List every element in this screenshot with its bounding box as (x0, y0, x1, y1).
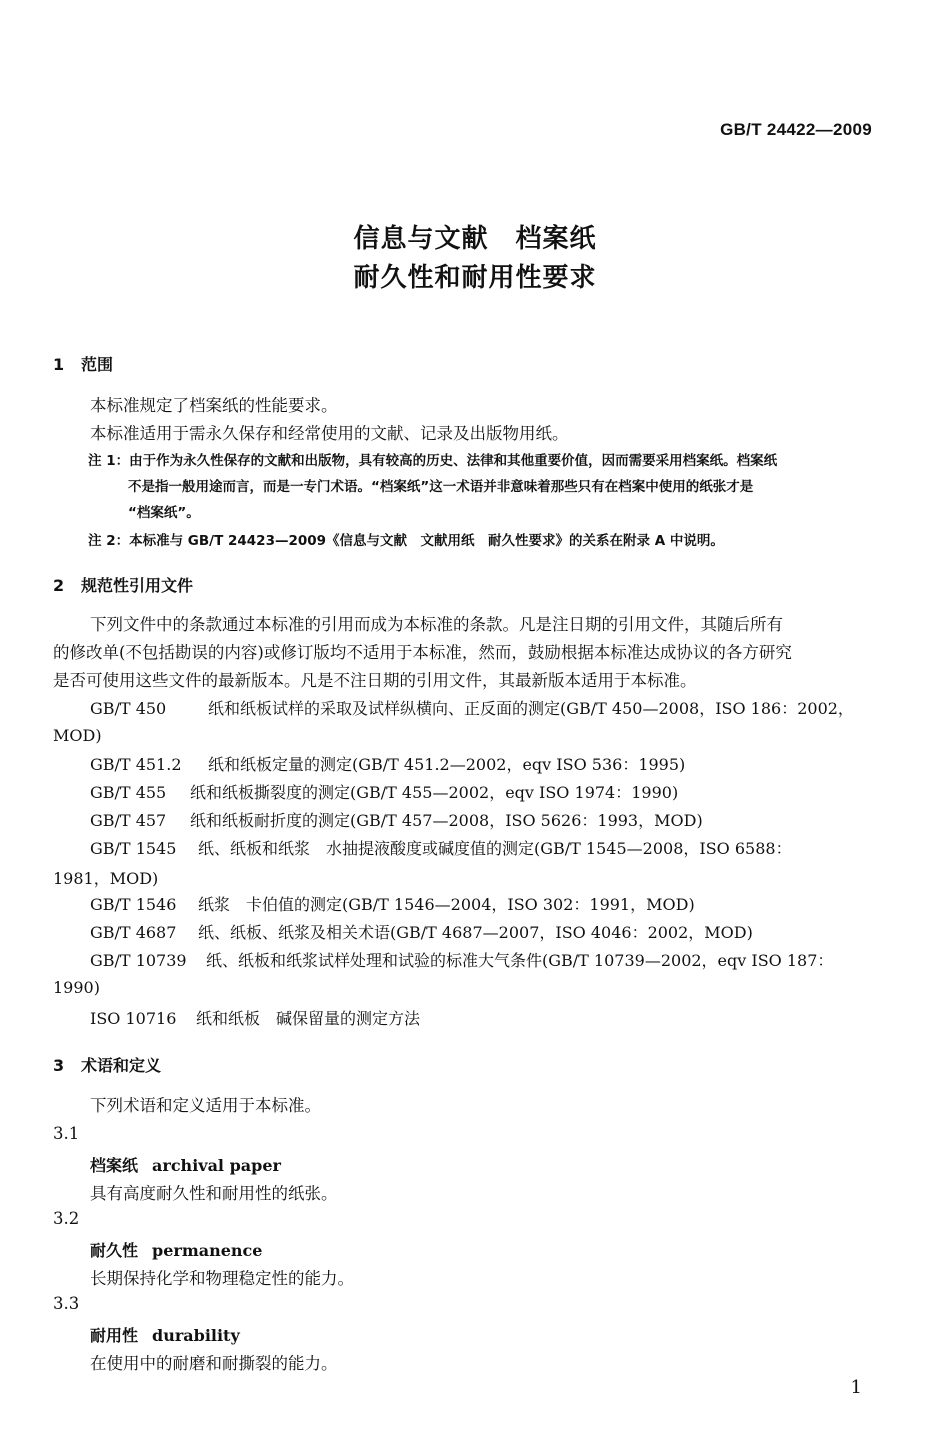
reference-item (90, 698, 854, 720)
reference-item (90, 782, 678, 804)
term-zh: 耐用性 (90, 1326, 139, 1345)
term-en: permanence (152, 1241, 263, 1260)
reference-item (90, 810, 703, 832)
reference-text: 纸和纸板耐折度的测定(GB/T 457—2008，ISO 5626：1993，MOD) (190, 811, 703, 830)
note-1-line: 注 1：由于作为永久性保存的文献和出版物，具有较高的历史、法律和其他重要价值，因而需要采用档案纸。档案纸 (88, 453, 778, 469)
section-title: 范围 (81, 355, 114, 374)
reference-text: 纸和纸板 碱保留量的测定方法 (196, 1009, 421, 1028)
reference-code: GB/T 457 (90, 811, 167, 830)
term-heading (90, 1238, 262, 1261)
reference-text: 纸、纸板和纸浆试样处理和试验的标准大气条件(GB/T 10739—2002，eqv ISO 187： (206, 951, 834, 970)
note-1-line: “档案纸”。 (128, 505, 200, 521)
reference-continuation: 1981，MOD) (53, 869, 159, 888)
term-number: 3.3 (53, 1294, 80, 1313)
paragraph: 是否可使用这些文件的最新版本。凡是不注日期的引用文件，其最新版本适用于本标准。 (53, 671, 697, 690)
reference-item (90, 838, 792, 860)
section-3-heading (53, 1053, 161, 1076)
section-number: 1 (53, 355, 65, 374)
paragraph: 本标准规定了档案纸的性能要求。 (90, 396, 338, 415)
term-heading (90, 1153, 281, 1176)
reference-code: GB/T 4687 (90, 923, 177, 942)
reference-continuation: 1990) (53, 978, 100, 997)
reference-item (90, 922, 753, 944)
reference-code: ISO 10716 (90, 1009, 177, 1028)
paragraph: 本标准适用于需永久保存和经常使用的文献、记录及出版物用纸。 (90, 424, 569, 443)
reference-text: 纸和纸板定量的测定(GB/T 451.2—2002，eqv ISO 536：1995) (208, 755, 686, 774)
reference-text: 纸和纸板撕裂度的测定(GB/T 455—2002，eqv ISO 1974：1990) (190, 783, 679, 802)
paragraph: 的修改单(不包括勘误的内容)或修订版均不适用于本标准，然而，鼓励根据本标准达成协议的各方研究 (53, 643, 792, 662)
reference-text: 纸、纸板和纸浆 水抽提液酸度或碱度值的测定(GB/T 1545—2008，ISO 6588： (198, 839, 792, 858)
section-2-heading (53, 573, 193, 596)
section-1-heading (53, 352, 113, 375)
term-definition: 具有高度耐久性和耐用性的纸张。 (90, 1184, 338, 1203)
paragraph: 下列文件中的条款通过本标准的引用而成为本标准的条款。凡是注日期的引用文件，其随后所有 (90, 615, 783, 634)
reference-code: GB/T 1545 (90, 839, 177, 858)
term-definition: 在使用中的耐磨和耐撕裂的能力。 (90, 1354, 338, 1373)
term-heading (90, 1323, 240, 1346)
reference-continuation: MOD) (53, 726, 102, 745)
section-title: 规范性引用文件 (81, 576, 194, 595)
term-zh: 耐久性 (90, 1241, 139, 1260)
reference-code: GB/T 10739 (90, 951, 187, 970)
term-definition: 长期保持化学和物理稳定性的能力。 (90, 1269, 354, 1288)
reference-code: GB/T 451.2 (90, 755, 182, 774)
document-title-line1: 信息与文献 档案纸 (353, 224, 597, 254)
term-en: archival paper (152, 1156, 281, 1175)
reference-code: GB/T 455 (90, 783, 167, 802)
reference-item (90, 1008, 420, 1030)
reference-item (90, 754, 685, 776)
reference-text: 纸浆 卡伯值的测定(GB/T 1546—2004，ISO 302：1991，MOD) (198, 895, 695, 914)
paragraph: 下列术语和定义适用于本标准。 (90, 1096, 321, 1115)
reference-code: GB/T 450 (90, 699, 167, 718)
reference-item (90, 894, 695, 916)
term-zh: 档案纸 (90, 1156, 139, 1175)
standard-number: GB/T 24422—2009 (720, 120, 872, 139)
note-2: 注 2：本标准与 GB/T 24423—2009《信息与文献 文献用纸 耐久性要求》的关系在附录 A 中说明。 (88, 533, 724, 549)
section-title: 术语和定义 (81, 1056, 162, 1075)
note-1-line: 不是指一般用途而言，而是一专门术语。“档案纸”这一术语并非意味着那些只有在档案中使用的纸张才是 (128, 479, 754, 495)
document-title-line2: 耐久性和耐用性要求 (353, 263, 597, 293)
reference-text: 纸和纸板试样的采取及试样纵横向、正反面的测定(GB/T 450—2008，ISO 186：2002， (208, 699, 854, 718)
section-number: 2 (53, 576, 65, 595)
reference-text: 纸、纸板、纸浆及相关术语(GB/T 4687—2007，ISO 4046：2002，MOD) (198, 923, 753, 942)
page-number: 1 (850, 1377, 862, 1398)
term-en: durability (152, 1326, 240, 1345)
term-number: 3.2 (53, 1209, 80, 1228)
reference-code: GB/T 1546 (90, 895, 177, 914)
reference-item (90, 950, 833, 972)
term-number: 3.1 (53, 1124, 80, 1143)
section-number: 3 (53, 1056, 65, 1075)
